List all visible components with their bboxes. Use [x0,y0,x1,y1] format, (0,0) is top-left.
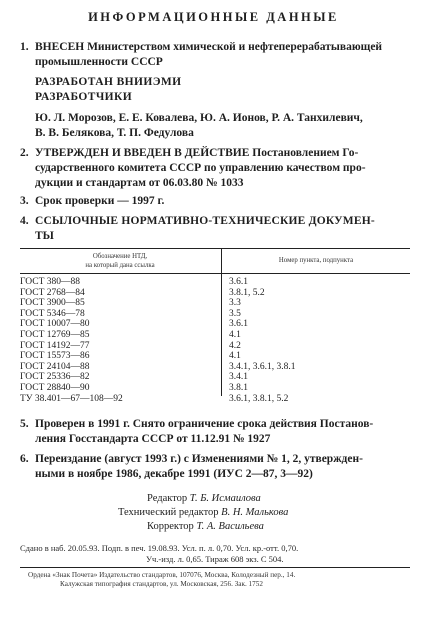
table-cell-doc: ТУ 38.401—67—108—92 [20,393,123,404]
table-cell-doc: ГОСТ 2768—84 [20,287,85,298]
table-cell-doc: ГОСТ 28840—90 [20,383,90,393]
item-2-line-1: УТВЕРЖДЕН И ВВЕДЕН В ДЕЙСТВИЕ Постановлением Го- [35,147,359,159]
item-5-line-1: Проверен в 1991 г. Снято ограничение срока действия Постанов- [35,418,374,430]
item-4-line-1: ССЫЛОЧНЫЕ НОРМАТИВНО-ТЕХНИЧЕСКИЕ ДОКУМЕН- [35,215,375,227]
footer-rule [20,567,410,568]
editor-label: Редактор [147,493,188,504]
authors-line-2: В. В. Белякова, Т. П. Федулова [35,127,194,139]
table-cell-doc: ГОСТ 10007—80 [20,319,90,330]
table-cell-doc: ГОСТ 3900—85 [20,298,85,309]
item-5-line-2: ления Госстандарта СССР от 11.12.91 № 1927 [35,433,271,445]
table-cell-doc: ГОСТ 24104—88 [20,361,90,372]
proofreader-label: Корректор [147,521,194,532]
printer-line: Калужская типография стандартов, ул. Московская, 256. Зак. 1752 [60,580,263,588]
imprint-line-1: Сдано в наб. 20.05.93. Подп. в печ. 19.08.93. Усл. п. л. 0,70. Усл. кр.-отт. 0,70. [20,543,299,553]
table-cell-doc: ГОСТ 12769—85 [20,330,90,340]
publisher-line: Ордена «Знак Почета» Издательство стандартов, 107076, Москва, Колодезный пер., 14. [28,571,296,579]
table-cell-doc: ГОСТ 15573—86 [20,351,90,362]
table-cell-clause: 3.5 [229,308,241,319]
table-cell-clause: 4.1 [229,351,241,362]
table-cell-clause: 3.6.1 [229,319,248,330]
table-top-rule [20,248,410,249]
table-cell-doc: ГОСТ 25336—82 [20,372,90,383]
table-cell-clause: 3.8.1, 5.2 [229,287,265,298]
table-column-divider [221,248,222,396]
item-6-line-2: ными в ноябре 1986, декабре 1991 (ИУС 2—87, 3—92) [35,468,313,480]
item-1-line-2: промышленности СССР [35,56,163,68]
editor-name: Т. Б. Исмаилова [189,493,261,504]
item-6-line-1: Переиздание (август 1993 г.) с Изменениями № 1, 2, утвержден- [35,453,363,465]
editor-credit [147,491,261,506]
tech-editor-credit [118,505,288,520]
item-4-line-2: ТЫ [35,230,54,242]
table-header-rule [20,273,410,274]
table-cell-doc: ГОСТ 380—88 [20,277,80,287]
table-cell-clause: 3.6.1 [229,277,248,287]
table-cell-clause: 4.1 [229,330,241,340]
item-2-number: 2. [20,147,29,159]
item-5-number: 5. [20,418,29,430]
table-cell-clause: 3.3 [229,298,241,309]
table-cell-clause: 3.8.1 [229,383,248,393]
table-cell-clause: 3.4.1, 3.6.1, 3.8.1 [229,361,296,372]
table-header-doc-line-1: Обозначение НТД, [92,253,148,260]
table-header-doc-line-2: на который дана ссылка [85,262,155,269]
item-3-line-1: Срок проверки — 1997 г. [35,195,165,207]
tech-editor-name: В. Н. Малькова [221,507,289,518]
table-cell-clause: 3.4.1 [229,372,248,383]
table-cell-clause: 3.6.1, 3.8.1, 5.2 [229,393,289,404]
proofreader-credit [147,519,264,534]
table-cell-doc: ГОСТ 14192—77 [20,340,90,351]
item-3-number: 3. [20,195,29,207]
developer-heading: РАЗРАБОТАН ВНИИЭМИ [35,76,182,88]
table-cell-doc: ГОСТ 5346—78 [20,308,85,319]
imprint-line-2: Уч.-изд. л. 0,65. Тираж 608 экз. С 504. [146,554,284,564]
item-4-number: 4. [20,215,29,227]
table-cell-clause: 4.2 [229,340,241,351]
authors-line-1: Ю. Л. Морозов, Е. Е. Ковалева, Ю. А. Ионов, Р. А. Танхилевич, [35,112,363,124]
tech-editor-label: Технический редактор [118,507,219,518]
proofreader-name: Т. А. Васильева [196,521,264,532]
developers-heading: РАЗРАБОТЧИКИ [35,91,133,103]
page-title: ИНФОРМАЦИОННЫЕ ДАННЫЕ [88,10,339,24]
item-6-number: 6. [20,453,29,465]
item-2-line-3: дукции и стандартам от 06.03.80 № 1033 [35,177,244,189]
item-2-line-2: сударственного комитета СССР по управлению качеством про- [35,162,366,174]
item-1-line-1: ВНЕСЕН Министерством химической и нефтеперерабатывающей [35,41,383,53]
item-1-number: 1. [20,41,29,53]
table-header-clause: Номер пункта, подпункта [278,257,354,264]
